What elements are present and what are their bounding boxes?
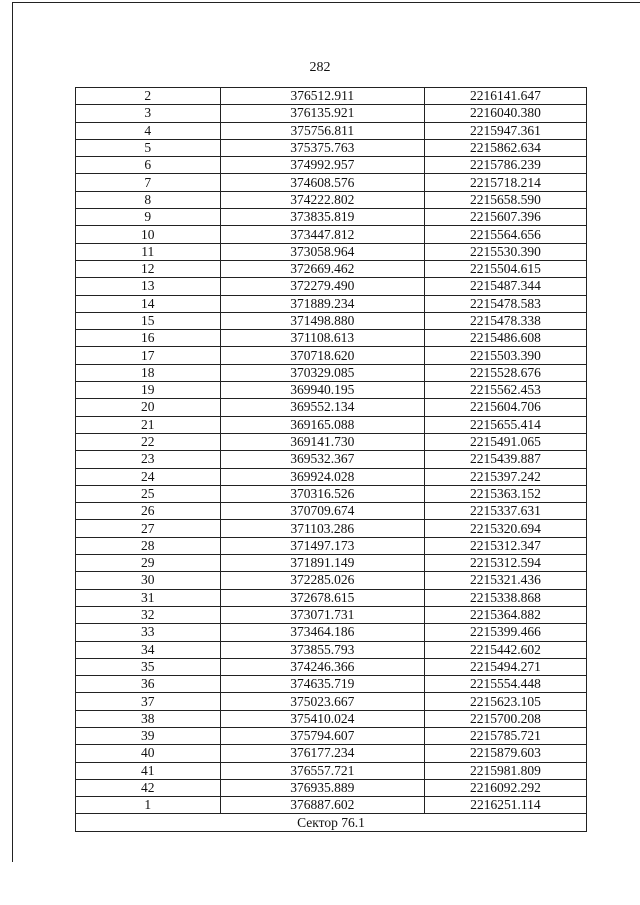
page-border-top	[12, 2, 640, 3]
y-coordinate-cell: 2215879.603	[424, 745, 586, 762]
table-row	[76, 451, 587, 468]
table-row	[76, 157, 587, 174]
x-coordinate-cell: 376557.721	[220, 762, 424, 779]
point-number-cell: 2	[76, 88, 221, 105]
y-coordinate-cell: 2215947.361	[424, 122, 586, 139]
point-number-cell: 41	[76, 762, 221, 779]
page-border-left	[12, 2, 13, 862]
x-coordinate-cell: 371891.149	[220, 555, 424, 572]
x-coordinate-cell: 372678.615	[220, 589, 424, 606]
table-row	[76, 779, 587, 796]
x-coordinate-cell: 372669.462	[220, 260, 424, 277]
x-coordinate-cell: 371498.880	[220, 312, 424, 329]
point-number-cell: 12	[76, 260, 221, 277]
y-coordinate-cell: 2215981.809	[424, 762, 586, 779]
table-row	[76, 641, 587, 658]
x-coordinate-cell: 374222.802	[220, 191, 424, 208]
table-row	[76, 330, 587, 347]
y-coordinate-cell: 2215478.338	[424, 312, 586, 329]
point-number-cell: 32	[76, 606, 221, 623]
x-coordinate-cell: 371103.286	[220, 520, 424, 537]
point-number-cell: 5	[76, 139, 221, 156]
point-number-cell: 20	[76, 399, 221, 416]
table-row	[76, 762, 587, 779]
y-coordinate-cell: 2215786.239	[424, 157, 586, 174]
point-number-cell: 24	[76, 468, 221, 485]
table-row	[76, 468, 587, 485]
point-number-cell: 14	[76, 295, 221, 312]
point-number-cell: 38	[76, 710, 221, 727]
table-row	[76, 260, 587, 277]
point-number-cell: 29	[76, 555, 221, 572]
point-number-cell: 34	[76, 641, 221, 658]
y-coordinate-cell: 2215564.656	[424, 226, 586, 243]
x-coordinate-cell: 369165.088	[220, 416, 424, 433]
point-number-cell: 11	[76, 243, 221, 260]
y-coordinate-cell: 2215486.608	[424, 330, 586, 347]
table-row	[76, 503, 587, 520]
y-coordinate-cell: 2215607.396	[424, 209, 586, 226]
point-number-cell: 18	[76, 364, 221, 381]
point-number-cell: 30	[76, 572, 221, 589]
table-row	[76, 347, 587, 364]
y-coordinate-cell: 2215528.676	[424, 364, 586, 381]
table-row	[76, 226, 587, 243]
point-number-cell: 25	[76, 485, 221, 502]
table-row	[76, 537, 587, 554]
table-row	[76, 122, 587, 139]
point-number-cell: 10	[76, 226, 221, 243]
table-row	[76, 624, 587, 641]
y-coordinate-cell: 2215530.390	[424, 243, 586, 260]
x-coordinate-cell: 373447.812	[220, 226, 424, 243]
sector-row	[76, 814, 587, 831]
table-row	[76, 399, 587, 416]
table-row	[76, 312, 587, 329]
table-row	[76, 416, 587, 433]
page-number: 282	[309, 60, 331, 75]
table-row	[76, 676, 587, 693]
table-row	[76, 278, 587, 295]
y-coordinate-cell: 2215700.208	[424, 710, 586, 727]
x-coordinate-cell: 371889.234	[220, 295, 424, 312]
y-coordinate-cell: 2215604.706	[424, 399, 586, 416]
point-number-cell: 27	[76, 520, 221, 537]
table-row	[76, 191, 587, 208]
y-coordinate-cell: 2215491.065	[424, 433, 586, 450]
point-number-cell: 6	[76, 157, 221, 174]
x-coordinate-cell: 376177.234	[220, 745, 424, 762]
x-coordinate-cell: 370316.526	[220, 485, 424, 502]
y-coordinate-cell: 2215320.694	[424, 520, 586, 537]
coordinates-table	[75, 87, 587, 832]
x-coordinate-cell: 375756.811	[220, 122, 424, 139]
y-coordinate-cell: 2216092.292	[424, 779, 586, 796]
x-coordinate-cell: 369940.195	[220, 382, 424, 399]
y-coordinate-cell: 2215338.868	[424, 589, 586, 606]
x-coordinate-cell: 373835.819	[220, 209, 424, 226]
table-row	[76, 589, 587, 606]
point-number-cell: 16	[76, 330, 221, 347]
table-row	[76, 364, 587, 381]
table-row	[76, 710, 587, 727]
table-row	[76, 658, 587, 675]
x-coordinate-cell: 373464.186	[220, 624, 424, 641]
point-number-cell: 39	[76, 727, 221, 744]
y-coordinate-cell: 2215478.583	[424, 295, 586, 312]
y-coordinate-cell: 2215487.344	[424, 278, 586, 295]
x-coordinate-cell: 376935.889	[220, 779, 424, 796]
table-row	[76, 382, 587, 399]
point-number-cell: 17	[76, 347, 221, 364]
x-coordinate-cell: 369924.028	[220, 468, 424, 485]
y-coordinate-cell: 2215363.152	[424, 485, 586, 502]
x-coordinate-cell: 370329.085	[220, 364, 424, 381]
y-coordinate-cell: 2215554.448	[424, 676, 586, 693]
table-row	[76, 606, 587, 623]
table-row	[76, 693, 587, 710]
point-number-cell: 35	[76, 658, 221, 675]
y-coordinate-cell: 2215718.214	[424, 174, 586, 191]
y-coordinate-cell: 2215623.105	[424, 693, 586, 710]
table-row	[76, 105, 587, 122]
y-coordinate-cell: 2215337.631	[424, 503, 586, 520]
y-coordinate-cell: 2215397.242	[424, 468, 586, 485]
x-coordinate-cell: 371497.173	[220, 537, 424, 554]
point-number-cell: 8	[76, 191, 221, 208]
table-row	[76, 797, 587, 814]
point-number-cell: 9	[76, 209, 221, 226]
x-coordinate-cell: 376135.921	[220, 105, 424, 122]
table-row	[76, 572, 587, 589]
x-coordinate-cell: 371108.613	[220, 330, 424, 347]
x-coordinate-cell: 372279.490	[220, 278, 424, 295]
x-coordinate-cell: 369141.730	[220, 433, 424, 450]
x-coordinate-cell: 370709.674	[220, 503, 424, 520]
point-number-cell: 1	[76, 797, 221, 814]
table-row	[76, 295, 587, 312]
y-coordinate-cell: 2215504.615	[424, 260, 586, 277]
y-coordinate-cell: 2215312.347	[424, 537, 586, 554]
y-coordinate-cell: 2215785.721	[424, 727, 586, 744]
x-coordinate-cell: 369552.134	[220, 399, 424, 416]
x-coordinate-cell: 374246.366	[220, 658, 424, 675]
y-coordinate-cell: 2215364.882	[424, 606, 586, 623]
x-coordinate-cell: 375375.763	[220, 139, 424, 156]
sector-label: Сектор 76.1	[76, 814, 587, 831]
table-row	[76, 520, 587, 537]
point-number-cell: 3	[76, 105, 221, 122]
y-coordinate-cell: 2216040.380	[424, 105, 586, 122]
y-coordinate-cell: 2215312.594	[424, 555, 586, 572]
point-number-cell: 37	[76, 693, 221, 710]
x-coordinate-cell: 375023.667	[220, 693, 424, 710]
table-row	[76, 88, 587, 105]
point-number-cell: 13	[76, 278, 221, 295]
x-coordinate-cell: 374608.576	[220, 174, 424, 191]
x-coordinate-cell: 373071.731	[220, 606, 424, 623]
x-coordinate-cell: 369532.367	[220, 451, 424, 468]
y-coordinate-cell: 2215439.887	[424, 451, 586, 468]
x-coordinate-cell: 376512.911	[220, 88, 424, 105]
table-row	[76, 139, 587, 156]
table-row	[76, 209, 587, 226]
point-number-cell: 19	[76, 382, 221, 399]
x-coordinate-cell: 374992.957	[220, 157, 424, 174]
point-number-cell: 28	[76, 537, 221, 554]
x-coordinate-cell: 375410.024	[220, 710, 424, 727]
point-number-cell: 4	[76, 122, 221, 139]
y-coordinate-cell: 2215862.634	[424, 139, 586, 156]
y-coordinate-cell: 2215562.453	[424, 382, 586, 399]
y-coordinate-cell: 2216251.114	[424, 797, 586, 814]
point-number-cell: 21	[76, 416, 221, 433]
y-coordinate-cell: 2216141.647	[424, 88, 586, 105]
y-coordinate-cell: 2215399.466	[424, 624, 586, 641]
x-coordinate-cell: 373058.964	[220, 243, 424, 260]
table-row	[76, 485, 587, 502]
table-row	[76, 174, 587, 191]
y-coordinate-cell: 2215655.414	[424, 416, 586, 433]
y-coordinate-cell: 2215658.590	[424, 191, 586, 208]
y-coordinate-cell: 2215442.602	[424, 641, 586, 658]
point-number-cell: 23	[76, 451, 221, 468]
point-number-cell: 7	[76, 174, 221, 191]
x-coordinate-cell: 373855.793	[220, 641, 424, 658]
table-row	[76, 433, 587, 450]
y-coordinate-cell: 2215494.271	[424, 658, 586, 675]
point-number-cell: 42	[76, 779, 221, 796]
x-coordinate-cell: 372285.026	[220, 572, 424, 589]
x-coordinate-cell: 376887.602	[220, 797, 424, 814]
point-number-cell: 31	[76, 589, 221, 606]
x-coordinate-cell: 370718.620	[220, 347, 424, 364]
y-coordinate-cell: 2215503.390	[424, 347, 586, 364]
point-number-cell: 33	[76, 624, 221, 641]
table-row	[76, 243, 587, 260]
point-number-cell: 26	[76, 503, 221, 520]
table-row	[76, 727, 587, 744]
point-number-cell: 15	[76, 312, 221, 329]
coordinates-table-body	[76, 88, 587, 814]
table-row	[76, 555, 587, 572]
x-coordinate-cell: 375794.607	[220, 727, 424, 744]
point-number-cell: 40	[76, 745, 221, 762]
point-number-cell: 22	[76, 433, 221, 450]
table-row	[76, 745, 587, 762]
y-coordinate-cell: 2215321.436	[424, 572, 586, 589]
x-coordinate-cell: 374635.719	[220, 676, 424, 693]
point-number-cell: 36	[76, 676, 221, 693]
